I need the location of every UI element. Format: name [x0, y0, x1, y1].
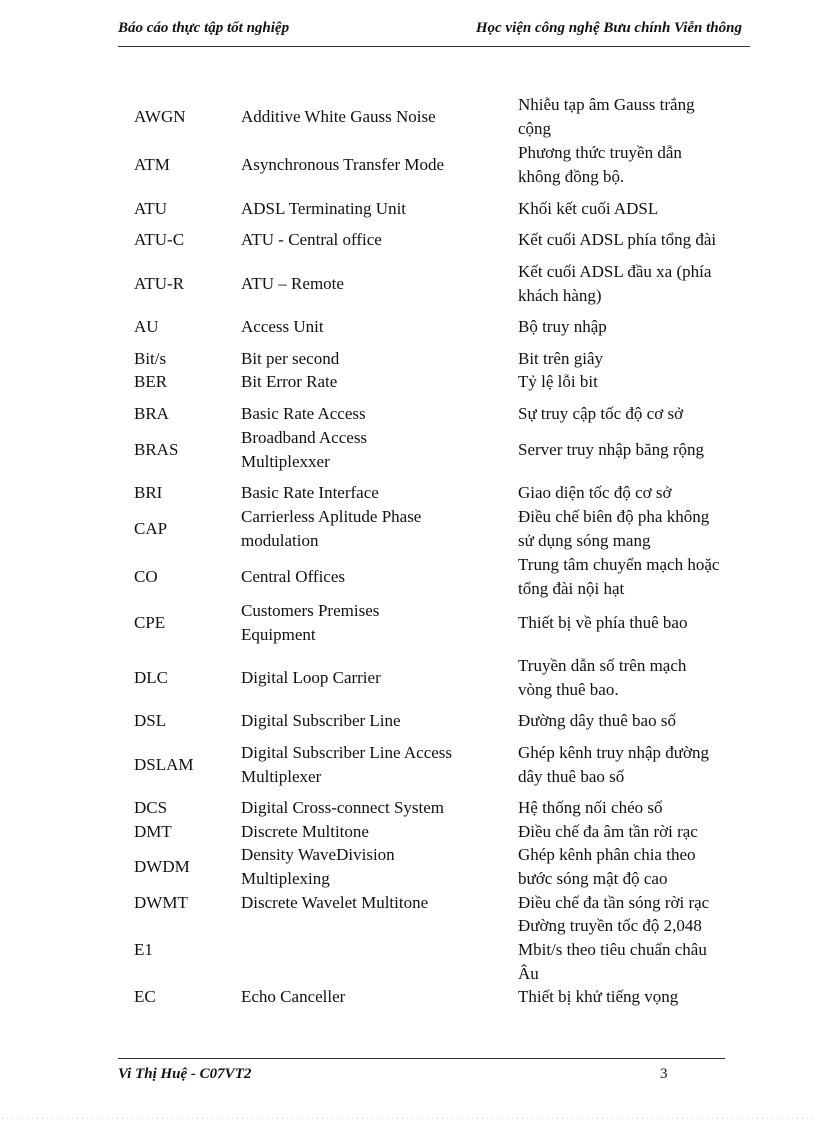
abbreviation [134, 141, 234, 189]
full-form [241, 914, 503, 986]
vietnamese-meaning-line: Nhiễu tạp âm Gauss trắng [518, 95, 695, 114]
abbreviation-line: DMT [134, 822, 172, 841]
abbreviation [134, 914, 234, 986]
vietnamese-meaning-line: Điều chế biên độ pha không [518, 507, 710, 526]
vietnamese-meaning-line: Sự truy cập tốc độ cơ sở [518, 404, 684, 423]
abbreviation-line: DWDM [134, 857, 190, 876]
vietnamese-meaning-line: Trung tâm chuyển mạch hoặc [518, 555, 720, 574]
full-form [241, 985, 503, 1009]
abbreviation [134, 315, 234, 339]
abbreviation-line: Bit/s [134, 349, 167, 368]
full-form-line: modulation [241, 531, 319, 550]
abbreviation [134, 481, 234, 505]
abbreviation-row [0, 709, 816, 733]
full-form-line: Multiplexing [241, 869, 330, 888]
full-form-line: Multiplexer [241, 767, 322, 786]
full-form [241, 315, 503, 339]
abbreviation [134, 402, 234, 426]
vietnamese-meaning [518, 426, 758, 474]
full-form [241, 197, 503, 221]
vietnamese-meaning-line: Mbit/s theo tiêu chuẩn châu [518, 940, 707, 959]
abbreviation-row [0, 843, 816, 891]
abbreviation-line: BRI [134, 483, 163, 502]
full-form [241, 402, 503, 426]
full-form-line: Bit per second [241, 349, 340, 368]
vietnamese-meaning-line: không đồng bộ. [518, 167, 625, 186]
full-form [241, 260, 503, 308]
full-form-line: Basic Rate Access [241, 404, 366, 423]
vietnamese-meaning-line: cộng [518, 119, 552, 138]
abbreviation-line: BRA [134, 404, 169, 423]
abbreviation-line: AU [134, 317, 159, 336]
full-form [241, 141, 503, 189]
abbreviation-row [0, 93, 816, 141]
vietnamese-meaning-line: Kết cuối ADSL phía tổng đài [518, 230, 717, 249]
abbreviation-row [0, 741, 816, 789]
full-form [241, 796, 503, 820]
vietnamese-meaning [518, 914, 758, 986]
vietnamese-meaning [518, 402, 758, 426]
abbreviation [134, 197, 234, 221]
abbreviation-line: CO [134, 567, 158, 586]
abbreviation-line: AWGN [134, 107, 186, 126]
vietnamese-meaning-line: tổng đài nội hạt [518, 579, 625, 598]
vietnamese-meaning [518, 843, 758, 891]
full-form [241, 481, 503, 505]
abbreviation [134, 843, 234, 891]
abbreviation-line: DCS [134, 798, 168, 817]
abbreviation-line: ATU-C [134, 230, 185, 249]
vietnamese-meaning-line: Âu [518, 964, 539, 983]
full-form [241, 599, 503, 647]
full-form-line: Asynchronous Transfer Mode [241, 155, 445, 174]
abbreviation-row [0, 505, 816, 553]
vietnamese-meaning [518, 553, 758, 601]
vietnamese-meaning-line: Khối kết cuối ADSL [518, 199, 659, 218]
vietnamese-meaning-line: Bộ truy nhập [518, 317, 607, 336]
vietnamese-meaning-line: Điều chế đa âm tần rời rạc [518, 822, 698, 841]
abbreviation [134, 426, 234, 474]
vietnamese-meaning-line: Kết cuối ADSL đầu xa (phía [518, 262, 712, 281]
vietnamese-meaning [518, 985, 758, 1009]
vietnamese-meaning [518, 228, 758, 252]
full-form-line: Carrierless Aplitude Phase [241, 507, 422, 526]
abbreviation-row [0, 141, 816, 189]
vietnamese-meaning [518, 599, 758, 647]
vietnamese-meaning-line: Server truy nhập băng rộng [518, 440, 705, 459]
abbreviation-line: EC [134, 987, 156, 1006]
full-form-line: ATU – Remote [241, 274, 344, 293]
full-form-line: Discrete Wavelet Multitone [241, 893, 429, 912]
full-form [241, 228, 503, 252]
full-form [241, 93, 503, 141]
full-form [241, 709, 503, 733]
vietnamese-meaning-line: khách hàng) [518, 286, 602, 305]
vietnamese-meaning [518, 141, 758, 189]
abbreviation-row [0, 553, 816, 601]
vietnamese-meaning-line: Tỷ lệ lỗi bit [518, 372, 598, 391]
abbreviation-row [0, 914, 816, 986]
abbreviation-line: DLC [134, 668, 168, 687]
vietnamese-meaning-line: bước sóng mật độ cao [518, 869, 668, 888]
abbreviation-line: ATM [134, 155, 170, 174]
footer-author: Vi Thị Huệ - C07VT2 [118, 1066, 252, 1082]
vietnamese-meaning [518, 709, 758, 733]
full-form-line: Equipment [241, 625, 316, 644]
vietnamese-meaning-line: sử dụng sóng mang [518, 531, 651, 550]
abbreviation [134, 505, 234, 553]
vietnamese-meaning-line: dây thuê bao số [518, 767, 625, 786]
abbreviation-line: CAP [134, 519, 168, 538]
page-number: 3 [660, 1066, 668, 1082]
full-form-line: ADSL Terminating Unit [241, 199, 407, 218]
full-form-line: Echo Canceller [241, 987, 346, 1006]
full-form [241, 370, 503, 394]
vietnamese-meaning-line: Hệ thống nối chéo số [518, 798, 663, 817]
full-form [241, 654, 503, 702]
full-form-line: Customers Premises [241, 601, 380, 620]
full-form-line: Additive White Gauss Noise [241, 107, 436, 126]
vietnamese-meaning-line: Ghép kênh truy nhập đường [518, 743, 710, 762]
full-form [241, 553, 503, 601]
vietnamese-meaning-line: Giao diện tốc độ cơ sở [518, 483, 672, 502]
abbreviation [134, 599, 234, 647]
vietnamese-meaning [518, 315, 758, 339]
vietnamese-meaning-line: Truyền dẫn số trên mạch [518, 656, 687, 675]
vietnamese-meaning [518, 820, 758, 844]
abbreviation-row [0, 260, 816, 308]
vietnamese-meaning-line: Bit trên giây [518, 349, 603, 368]
abbreviation [134, 891, 234, 915]
footer-divider [118, 1058, 725, 1059]
header-institution: Học viện công nghệ Bưu chính Viễn thông [475, 20, 742, 36]
vietnamese-meaning [518, 93, 758, 141]
abbreviation [134, 370, 234, 394]
abbreviation [134, 796, 234, 820]
page-edge-dotted-line [0, 1118, 816, 1119]
full-form [241, 843, 503, 891]
vietnamese-meaning-line: Đường dây thuê bao số [518, 711, 676, 730]
abbreviation-row [0, 197, 816, 221]
full-form [241, 426, 503, 474]
vietnamese-meaning [518, 505, 758, 553]
abbreviation-row [0, 347, 816, 371]
full-form-line: Density WaveDivision [241, 845, 395, 864]
full-form-line: Discrete Multitone [241, 822, 369, 841]
vietnamese-meaning [518, 370, 758, 394]
full-form-line: Broadband Access [241, 428, 368, 447]
abbreviation-line: ATU [134, 199, 168, 218]
full-form-line: Digital Cross-connect System [241, 798, 445, 817]
abbreviation-row [0, 654, 816, 702]
abbreviation [134, 820, 234, 844]
full-form-line: Bit Error Rate [241, 372, 338, 391]
abbreviation-row [0, 426, 816, 474]
page-header [118, 18, 750, 47]
abbreviation [134, 228, 234, 252]
vietnamese-meaning [518, 347, 758, 371]
vietnamese-meaning-line: vòng thuê bao. [518, 680, 619, 699]
abbreviation [134, 654, 234, 702]
vietnamese-meaning [518, 741, 758, 789]
abbreviation-line: ATU-R [134, 274, 185, 293]
abbreviation-line: CPE [134, 613, 166, 632]
header-report-title: Báo cáo thực tập tốt nghiệp [118, 20, 290, 36]
vietnamese-meaning [518, 891, 758, 915]
abbreviation-line: E1 [134, 940, 153, 959]
full-form-line: Digital Subscriber Line Access [241, 743, 453, 762]
abbreviation-row [0, 796, 816, 820]
full-form-line: Central Offices [241, 567, 346, 586]
abbreviation-line: DSL [134, 711, 167, 730]
abbreviation-line: DWMT [134, 893, 188, 912]
full-form [241, 891, 503, 915]
abbreviation [134, 553, 234, 601]
abbreviation-row [0, 599, 816, 647]
vietnamese-meaning-line: Đường truyền tốc độ 2,048 [518, 916, 702, 935]
abbreviation [134, 709, 234, 733]
abbreviation-line: BRAS [134, 440, 179, 459]
abbreviation [134, 347, 234, 371]
abbreviation-line: DSLAM [134, 755, 194, 774]
vietnamese-meaning-line: Điều chế đa tần sóng rời rạc [518, 893, 710, 912]
abbreviation-row [0, 820, 816, 844]
vietnamese-meaning [518, 481, 758, 505]
abbreviation [134, 985, 234, 1009]
abbreviation-row [0, 370, 816, 394]
vietnamese-meaning-line: Phương thức truyền dẫn [518, 143, 682, 162]
full-form [241, 741, 503, 789]
vietnamese-meaning-line: Ghép kênh phân chia theo [518, 845, 696, 864]
abbreviation-row [0, 481, 816, 505]
vietnamese-meaning [518, 197, 758, 221]
full-form-line: Digital Loop Carrier [241, 668, 381, 687]
abbreviation [134, 260, 234, 308]
abbreviation [134, 741, 234, 789]
full-form-line: Access Unit [241, 317, 324, 336]
abbreviation [134, 93, 234, 141]
abbreviation-row [0, 315, 816, 339]
abbreviation-row [0, 985, 816, 1009]
vietnamese-meaning [518, 654, 758, 702]
vietnamese-meaning [518, 260, 758, 308]
vietnamese-meaning [518, 796, 758, 820]
vietnamese-meaning-line: Thiết bị về phía thuê bao [518, 613, 688, 632]
full-form-line: Basic Rate Interface [241, 483, 379, 502]
full-form [241, 347, 503, 371]
full-form [241, 505, 503, 553]
abbreviation-line: BER [134, 372, 168, 391]
full-form-line: Digital Subscriber Line [241, 711, 401, 730]
abbreviation-row [0, 228, 816, 252]
full-form-line: ATU - Central office [241, 230, 382, 249]
full-form-line: Multiplexxer [241, 452, 330, 471]
abbreviation-row [0, 891, 816, 915]
full-form [241, 820, 503, 844]
vietnamese-meaning-line: Thiết bị khử tiếng vọng [518, 987, 679, 1006]
abbreviation-row [0, 402, 816, 426]
